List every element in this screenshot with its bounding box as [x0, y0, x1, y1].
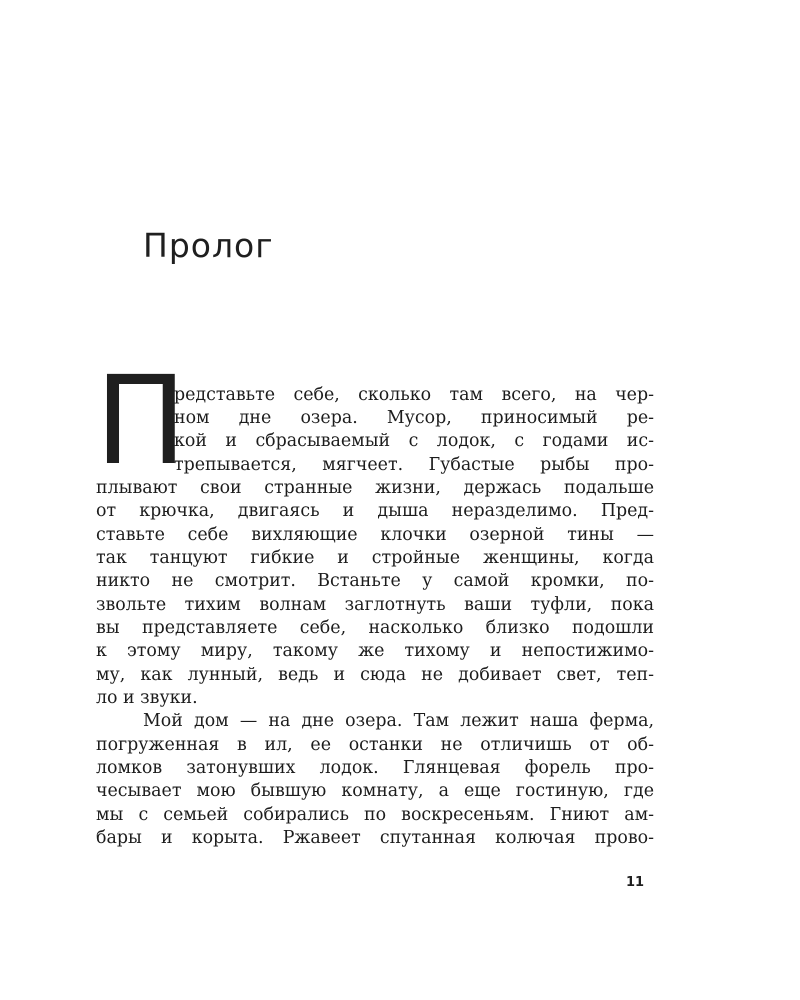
- page-number: 11: [626, 875, 645, 890]
- text-line: вы представляете себе, насколько близко подошли: [96, 618, 654, 638]
- text-line: ном дне озера. Мусор, приносимый ре-: [174, 408, 654, 428]
- text-line: плывают свои странные жизни, держась подальше: [96, 478, 654, 498]
- text-line: бары и корыта. Ржавеет спутанная колючая прово-: [96, 828, 654, 848]
- text-line: ставьте себе вихляющие клочки озерной тины —: [96, 525, 654, 545]
- chapter-title: Пролог: [143, 226, 274, 265]
- drop-cap: П: [95, 350, 187, 492]
- text-line: Мой дом — на дне озера. Там лежит наша ферма,: [143, 711, 654, 731]
- text-line: никто не смотрит. Встаньте у самой кромки, по-: [96, 571, 654, 591]
- text-line: мы с семьей собирались по воскресеньям. Гниют ам-: [96, 805, 654, 825]
- text-line: чесывает мою бывшую комнату, а еще гостиную, где: [96, 781, 654, 801]
- text-line: ломков затонувших лодок. Глянцевая форель про-: [96, 758, 654, 778]
- text-line: так танцуют гибкие и стройные женщины, когда: [96, 548, 654, 568]
- text-line: к этому миру, такому же тихому и непостижимо-: [96, 641, 654, 661]
- text-line: ло и звуки.: [96, 688, 198, 708]
- text-line: от крючка, двигаясь и дыша неразделимо. Пред-: [96, 501, 654, 521]
- text-line: редставьте себе, сколько там всего, на чер-: [174, 385, 654, 405]
- text-line: трепывается, мягчеет. Губастые рыбы про-: [174, 455, 654, 475]
- text-line: звольте тихим волнам заглотнуть ваши туфли, пока: [96, 595, 654, 615]
- text-line: му, как лунный, ведь и сюда не добивает свет, теп-: [96, 665, 654, 685]
- text-line: кой и сбрасываемый с лодок, с годами ис-: [174, 431, 654, 451]
- text-line: погруженная в ил, ее останки не отличишь от об-: [96, 735, 654, 755]
